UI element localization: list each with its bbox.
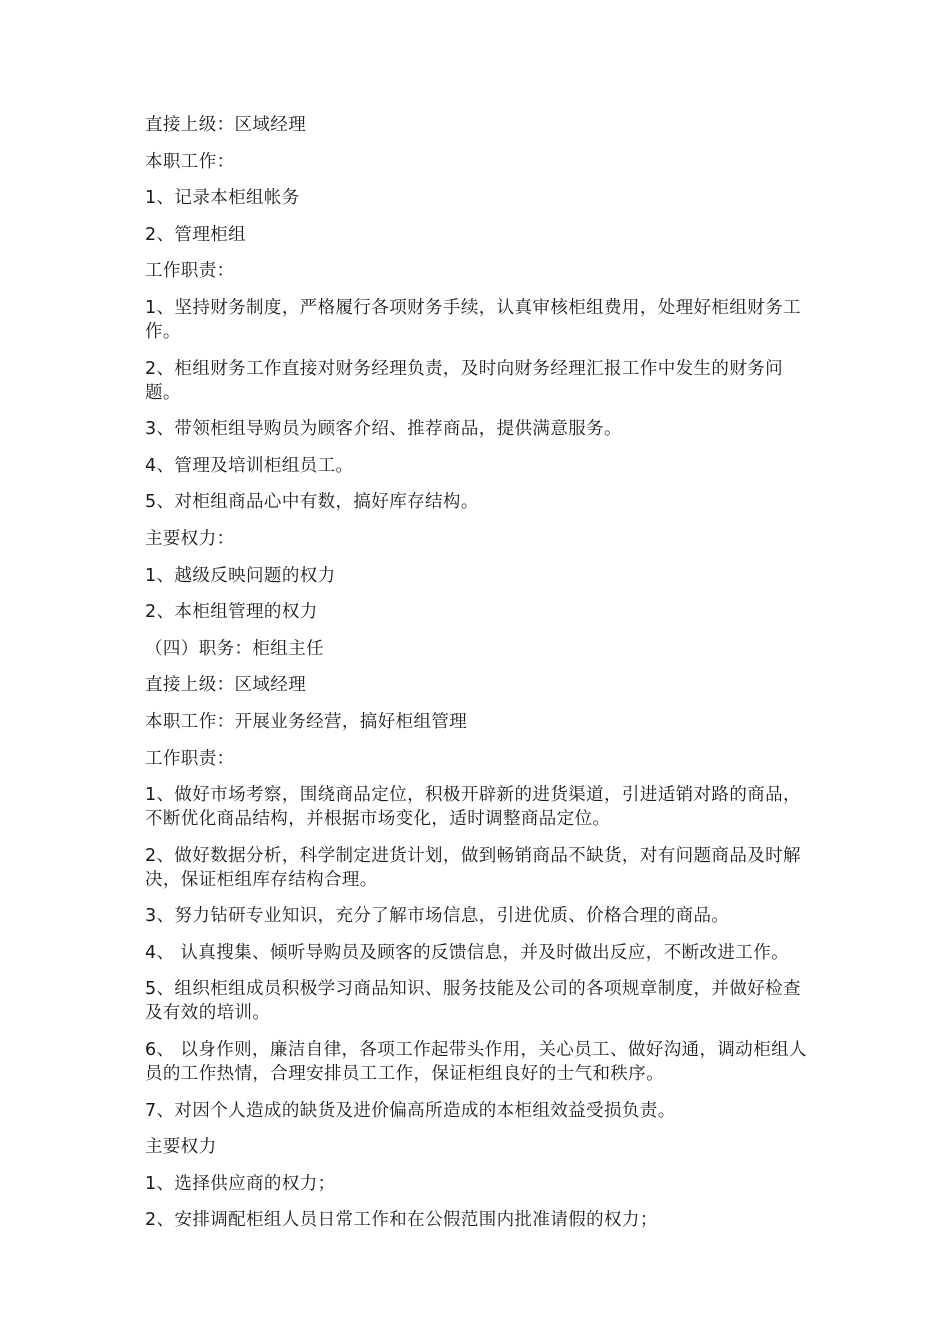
- paragraph: 1、坚持财务制度，严格履行各项财务手续，认真审核柜组费用，处理好柜组财务工作。: [145, 297, 801, 342]
- paragraph: 6、 以身作则，廉洁自律，各项工作起带头作用，关心员工、做好沟通，调动柜组人员的工作热情，合理安排员工工作，保证柜组良好的士气和秩序。: [145, 1040, 807, 1085]
- document-body: [145, 113, 815, 1245]
- paragraph: 主要权力: [145, 1137, 217, 1158]
- paragraph: （四）职务：柜组主任: [145, 638, 324, 659]
- paragraph: 1、选择供应商的权力；: [145, 1173, 336, 1194]
- paragraph: 本职工作：: [145, 151, 235, 172]
- paragraph: 主要权力：: [145, 528, 235, 549]
- paragraph: 1、记录本柜组帐务: [145, 188, 300, 209]
- paragraph: 2、管理柜组: [145, 224, 247, 245]
- paragraph: 5、组织柜组成员积极学习商品知识、服务技能及公司的各项规章制度，并做好检查及有效的培训。: [145, 979, 801, 1024]
- paragraph: 3、带领柜组导购员为顾客介绍、推荐商品，提供满意服务。: [145, 419, 622, 440]
- paragraph: 直接上级：区域经理: [145, 675, 307, 696]
- paragraph: 2、安排调配柜组人员日常工作和在公假范围内批准请假的权力；: [145, 1210, 658, 1231]
- paragraph: 7、对因个人造成的缺货及进价偏高所造成的本柜组效益受损负责。: [145, 1100, 676, 1121]
- paragraph: 工作职责：: [145, 748, 235, 769]
- paragraph: 5、对柜组商品心中有数，搞好库存结构。: [145, 492, 479, 513]
- paragraph: 工作职责：: [145, 261, 235, 282]
- paragraph: 4、 认真搜集、倾听导购员及顾客的反馈信息，并及时做出反应，不断改进工作。: [145, 942, 789, 963]
- paragraph: 2、做好数据分析，科学制定进货计划，做到畅销商品不缺货，对有问题商品及时解决，保证柜组库存结构合理。: [145, 845, 801, 890]
- paragraph: 1、做好市场考察，围绕商品定位，积极开辟新的进货渠道，引进适销对路的商品，不断优化商品结构，并根据市场变化，适时调整商品定位。: [145, 785, 801, 830]
- paragraph: 直接上级：区域经理: [145, 115, 307, 135]
- paragraph: 本职工作：开展业务经营，搞好柜组管理: [145, 711, 468, 732]
- paragraph: 3、努力钻研专业知识，充分了解市场信息，引进优质、价格合理的商品。: [145, 906, 730, 927]
- paragraph: 1、越级反映问题的权力: [145, 565, 336, 586]
- paragraph: 2、本柜组管理的权力: [145, 602, 318, 623]
- paragraph: 4、管理及培训柜组员工。: [145, 455, 354, 476]
- paragraph: 2、柜组财务工作直接对财务经理负责，及时向财务经理汇报工作中发生的财务问题。: [145, 358, 784, 403]
